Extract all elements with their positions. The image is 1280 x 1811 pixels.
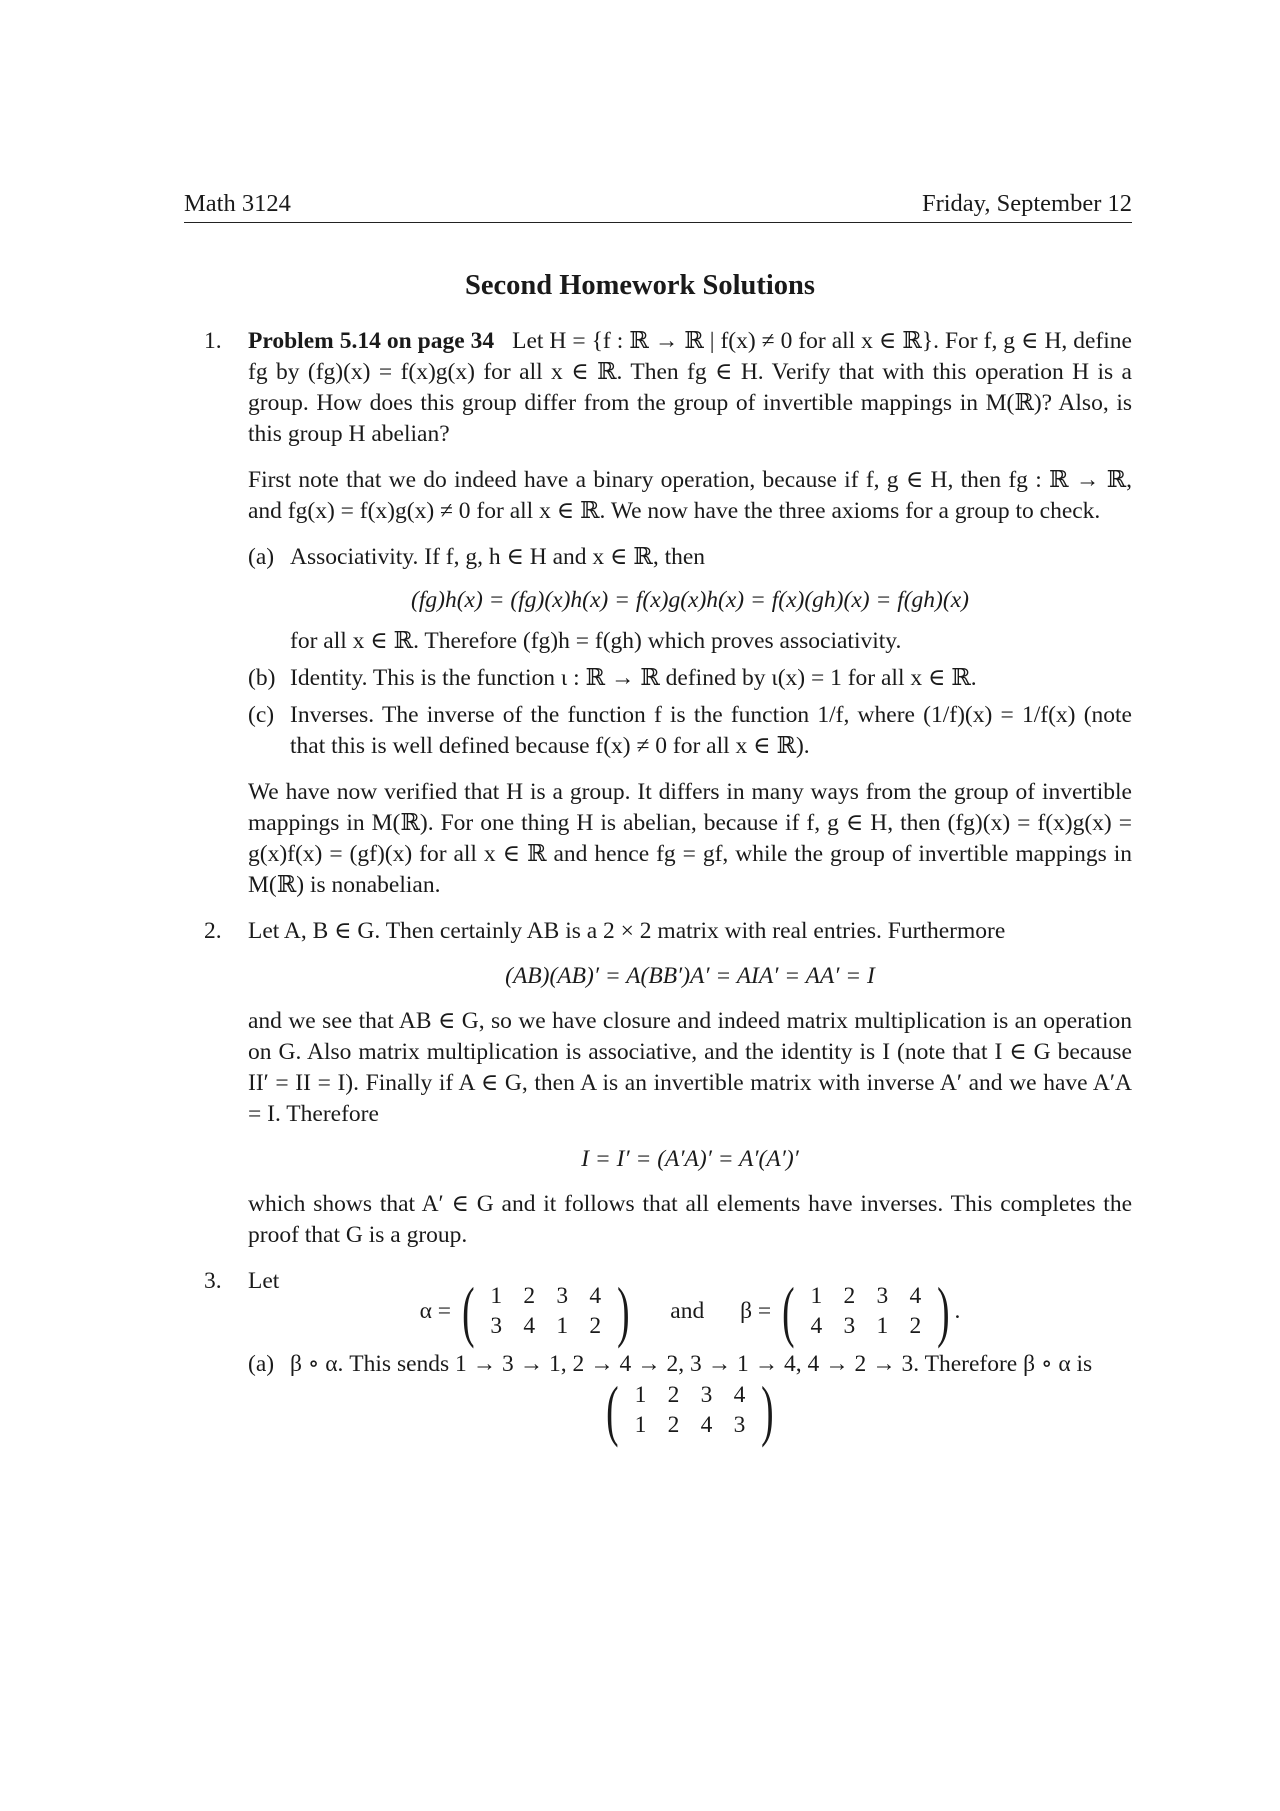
- perm-entry: 1: [810, 1283, 823, 1309]
- perm-entry: 2: [667, 1412, 680, 1438]
- course-label: Math 3124: [184, 190, 291, 217]
- perm-entry: 4: [589, 1283, 602, 1309]
- perm-entry: 1: [556, 1313, 569, 1339]
- display-equation: I = I′ = (A′A)′ = A′(A′)′: [581, 1146, 799, 1172]
- perm-entry: 4: [733, 1382, 746, 1408]
- date-label: Friday, September 12: [921, 190, 1132, 217]
- perm-entry: 1: [876, 1313, 889, 1339]
- perm-entry: 4: [810, 1313, 823, 1339]
- problem-number: 2.: [204, 918, 222, 944]
- part-label: (a): [248, 1351, 275, 1377]
- perm-entry: 3: [556, 1283, 569, 1309]
- alpha-label: α =: [419, 1297, 452, 1324]
- perm-entry: 1: [490, 1283, 503, 1309]
- problem-2: [184, 916, 1132, 1251]
- alpha-matrix: [480, 1281, 612, 1341]
- perm-entry: 4: [700, 1412, 713, 1438]
- result-matrix: [624, 1380, 756, 1440]
- perm-entry: 2: [843, 1283, 856, 1309]
- result-matrix-wrapper: [601, 1372, 778, 1448]
- perm-entry: 3: [733, 1412, 746, 1438]
- proof-text: and we see that AB ∈ G, so we have closure and indeed matrix multiplication is an operation on G. Also matrix multiplication is associative, and the identity is I (note that I ∈ G because II′ = II = I). Finally if A ∈ G, then A is an invertible matrix with inverse A′ and we have A′A = I. Therefore: [248, 1008, 1132, 1127]
- perm-entry: 4: [909, 1283, 922, 1309]
- part-text: Identity. This is the function ι : ℝ → ℝ defined by ι(x) = 1 for all x ∈ ℝ.: [290, 665, 977, 691]
- problem-statement: [248, 326, 1132, 450]
- perm-entry: 2: [909, 1313, 922, 1339]
- perm-entry: 2: [667, 1382, 680, 1408]
- perm-entry: 2: [589, 1313, 602, 1339]
- part-c: [184, 700, 1132, 762]
- document-body: [184, 326, 1132, 1448]
- statement-text: Let H = {f : ℝ → ℝ | f(x) ≠ 0 for all x ∈ ℝ}. For f, g ∈ H, define fg by (fg)(x) = f(x)g(x) for all x ∈ ℝ. Then fg ∈ H. Verify that with this operation H is a group. How does this group differ from the group of invertible mappings in M(ℝ)? Also, is this group H abelian?: [248, 328, 1132, 447]
- problem-intro: Let: [248, 1268, 280, 1294]
- left-paren: (: [462, 1273, 475, 1349]
- right-paren: ): [936, 1273, 950, 1349]
- document-title: Second Homework Solutions: [465, 270, 815, 301]
- part-label: (a): [248, 544, 275, 570]
- left-paren: (: [782, 1273, 795, 1349]
- perm-entry: 1: [634, 1412, 647, 1438]
- perm-entry: 3: [700, 1382, 713, 1408]
- problem-heading: Problem 5.14 on page 34: [248, 328, 495, 354]
- part-a: [184, 1349, 1132, 1448]
- right-paren: ): [616, 1273, 630, 1349]
- problem-1: [184, 326, 1132, 901]
- result-permutation: [248, 1372, 1132, 1448]
- period: .: [954, 1297, 961, 1324]
- and-word: and: [670, 1297, 705, 1324]
- problem-number: 1.: [204, 328, 222, 354]
- part-a: [184, 542, 1132, 657]
- perm-entry: 3: [843, 1313, 856, 1339]
- alpha-permutation: [419, 1273, 635, 1349]
- page-header: [184, 190, 1132, 223]
- display-equation: (AB)(AB)′ = A(BB′)A′ = AIA′ = AA′ = I: [505, 963, 875, 989]
- beta-matrix: [800, 1281, 932, 1341]
- perm-entry: 3: [490, 1313, 503, 1339]
- part-text: β ∘ α. This sends 1 → 3 → 1, 2 → 4 → 2, 3 → 1 → 4, 4 → 2 → 3. Therefore β ∘ α is: [290, 1351, 1093, 1377]
- perm-entry: 3: [876, 1283, 889, 1309]
- perm-entry: 1: [634, 1382, 647, 1408]
- problem-number: 3.: [204, 1268, 222, 1294]
- proof-ending: which shows that A′ ∈ G and it follows that all elements have inverses. This completes the proof that G is a group.: [248, 1191, 1132, 1248]
- solution-intro: First note that we do indeed have a binary operation, because if f, g ∈ H, then fg : ℝ → ℝ, and fg(x) = f(x)g(x) ≠ 0 for all x ∈ ℝ. We now have the three axioms for a group to check.: [248, 467, 1132, 524]
- right-paren: ): [761, 1372, 774, 1448]
- beta-label: β =: [740, 1297, 772, 1324]
- part-text: Inverses. The inverse of the function f is the function 1/f, where (1/f)(x) = 1/f(x) (note that this is well defined because f(x) ≠ 0 for all x ∈ ℝ).: [290, 702, 1132, 759]
- problem-3: [184, 1266, 1132, 1448]
- problem-intro: Let A, B ∈ G. Then certainly AB is a 2 × 2 matrix with real entries. Furthermore: [248, 918, 1006, 944]
- perm-entry: 2: [523, 1283, 536, 1309]
- display-equation: (fg)h(x) = (fg)(x)h(x) = f(x)g(x)h(x) = f(x)(gh)(x) = f(gh)(x): [411, 587, 969, 613]
- permutation-definitions: [248, 1273, 1132, 1349]
- part-label: (b): [248, 665, 276, 691]
- beta-permutation: [740, 1273, 961, 1349]
- conclusion-text: We have now verified that H is a group. It differs in many ways from the group of invertible mappings in M(ℝ). For one thing H is abelian, because if f, g ∈ H, then (fg)(x) = f(x)g(x) = g(x)f(x) = (gf)(x) for all x ∈ ℝ and hence fg = gf, while the group of invertible mappings in M(ℝ) is nonabelian.: [248, 779, 1132, 898]
- part-b: [184, 663, 1132, 694]
- part-text: Associativity. If f, g, h ∈ H and x ∈ ℝ, then: [290, 544, 706, 570]
- perm-entry: 4: [523, 1313, 536, 1339]
- left-paren: (: [606, 1372, 619, 1448]
- part-continuation: for all x ∈ ℝ. Therefore (fg)h = f(gh) which proves associativity.: [290, 628, 902, 654]
- part-label: (c): [248, 702, 275, 728]
